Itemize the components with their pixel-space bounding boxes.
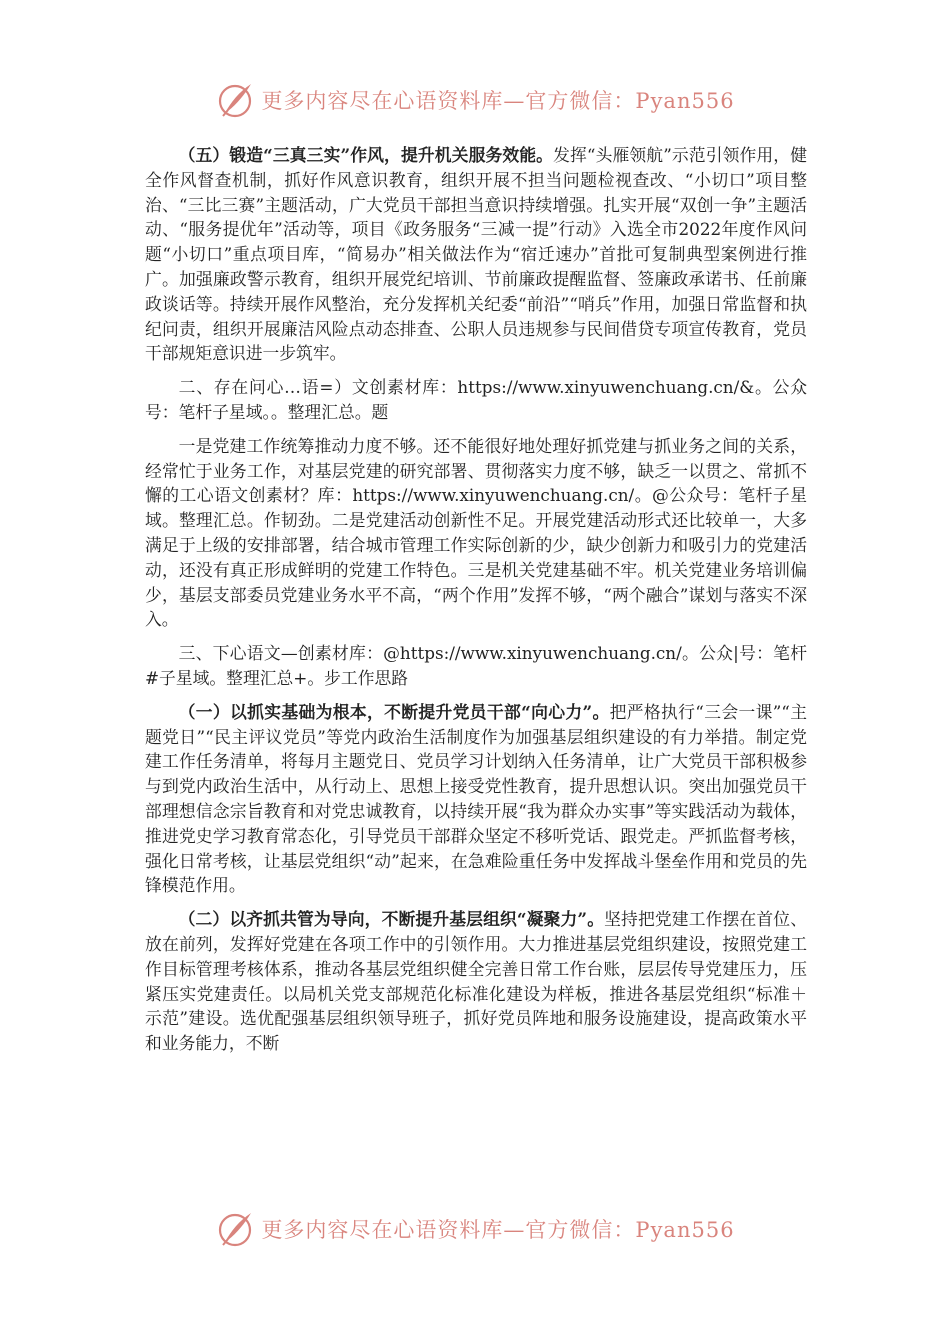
paragraph-text: 发挥“头雁领航”示范引领作用，健全作风督查机制，抓好作风意识教育，组织开展不担当问题检视查改、“小切口”项目整治、“三比三赛”主题活动，广大党员干部担当意识持续增强。扎实开展“双创一争”主题活动、“服务提优年”活动等，项目《政务服务“三减一提”行动》入选全市2022年度作风问题“小切口”重点项目库，“简易办”相关做法作为“宿迁速办”首批可复制典型案例进行推广。加强廉政警示教育，组织开展党纪培训、节前廉政提醒监督、签廉政承诺书、任前廉政谈话等。持续开展作风整治，充分发挥机关纪委“前沿”“哨兵”作用，加强日常监督和执纪问责，组织开展廉洁风险点动态排查、公职人员违规参与民间借贷专项宣传教育，党员干部规矩意识进一步筑牢。 (145, 145, 807, 364)
paragraph-text: 三、下心语文—创素材库：@https://www.xinyuwenchuang.cn/。公众|号：笔杆#子星域。整理汇总+。步工作思路 (145, 643, 807, 688)
paragraph-heading: （二）以齐抓共管为导向，不断提升基层组织“凝聚力”。 (178, 909, 605, 930)
paragraph (145, 700, 807, 898)
watermark-text: 更多内容尽在心语资料库—官方微信：Pyan556 (261, 89, 735, 113)
paragraph-text: 把严格执行“三会一课”“主题党日”“民主评议党员”等党内政治生活制度作为加强基层组织建设的有力举措。制定党建工作任务清单，将每月主题党日、党员学习计划纳入任务清单，让广大党员干部积极参与到党内政治生活中，从行动上、思想上接受党性教育，提升思想认识。突出加强党员干部理想信念宗旨教育和对党忠诚教育，以持续开展“我为群众办实事”等实践活动为载体，推进党史学习教育常态化，引导党员干部群众坚定不移听党话、跟党走。严抓监督考核，强化日常考核，让基层党组织“动”起来，在急难险重任务中发挥战斗堡垒作用和党员的先锋模范作用。 (145, 701, 807, 896)
paragraph-heading: （五）锻造“三真三实”作风，提升机关服务效能。 (178, 145, 554, 165)
watermark-text: 更多内容尽在心语资料库—官方微信：Pyan556 (261, 1218, 735, 1242)
quill-logo-icon (215, 80, 255, 120)
paragraph-text: 坚持把党建工作摆在首位、放在前列，发挥好党建在各项工作中的引领作用。大力推进基层党组织建设，按照党建工作目标管理考核体系，推动各基层党组织健全完善日常工作台账，层层传导党建压力，压紧压实党建责任。以局机关党支部规范化标准化建设为样板，推进各基层党组织“标准＋示范”建设。选优配强基层组织领导班子，抓好党员阵地和服务设施建设，提高政策水平和业务能力，不断 (145, 909, 807, 1054)
document-body (145, 143, 807, 1065)
watermark-banner-bottom (0, 1207, 950, 1251)
section-heading (145, 375, 807, 425)
paragraph-heading: （一）以抓实基础为根本，不断提升党员干部“向心力”。 (178, 701, 610, 722)
section-heading (145, 641, 807, 691)
watermark-banner-top (0, 78, 950, 122)
paragraph (145, 143, 807, 366)
paragraph-text: 一是党建工作统筹推动力度不够。还不能很好地处理好抓党建与抓业务之间的关系，经常忙于业务工作，对基层党建的研究部署、贯彻落实力度不够，缺乏一以贯之、常抓不懈的工心语文创素材？库：https://www.xinyuwenchuang.cn/。@公众号：笔杆子星域。整理汇总。作韧劲。二是党建活动创新性不足。开展党建活动形式还比较单一，大多满足于上级的安排部署，结合城市管理工作实际创新的少，缺少创新力和吸引力的党建活动，还没有真正形成鲜明的党建工作特色。三是机关党建基础不牢。机关党建业务培训偏少，基层支部委员党建业务水平不高，“两个作用”发挥不够，“两个融合”谋划与落实不深入。 (145, 435, 807, 630)
paragraph (145, 907, 807, 1056)
quill-logo-icon (215, 1209, 255, 1249)
paragraph-text: 二、存在问心…语=）文创素材库：https://www.xinyuwenchuang.cn/&。公众号：笔杆子星域。。整理汇总。题 (145, 377, 807, 422)
paragraph (145, 434, 807, 632)
